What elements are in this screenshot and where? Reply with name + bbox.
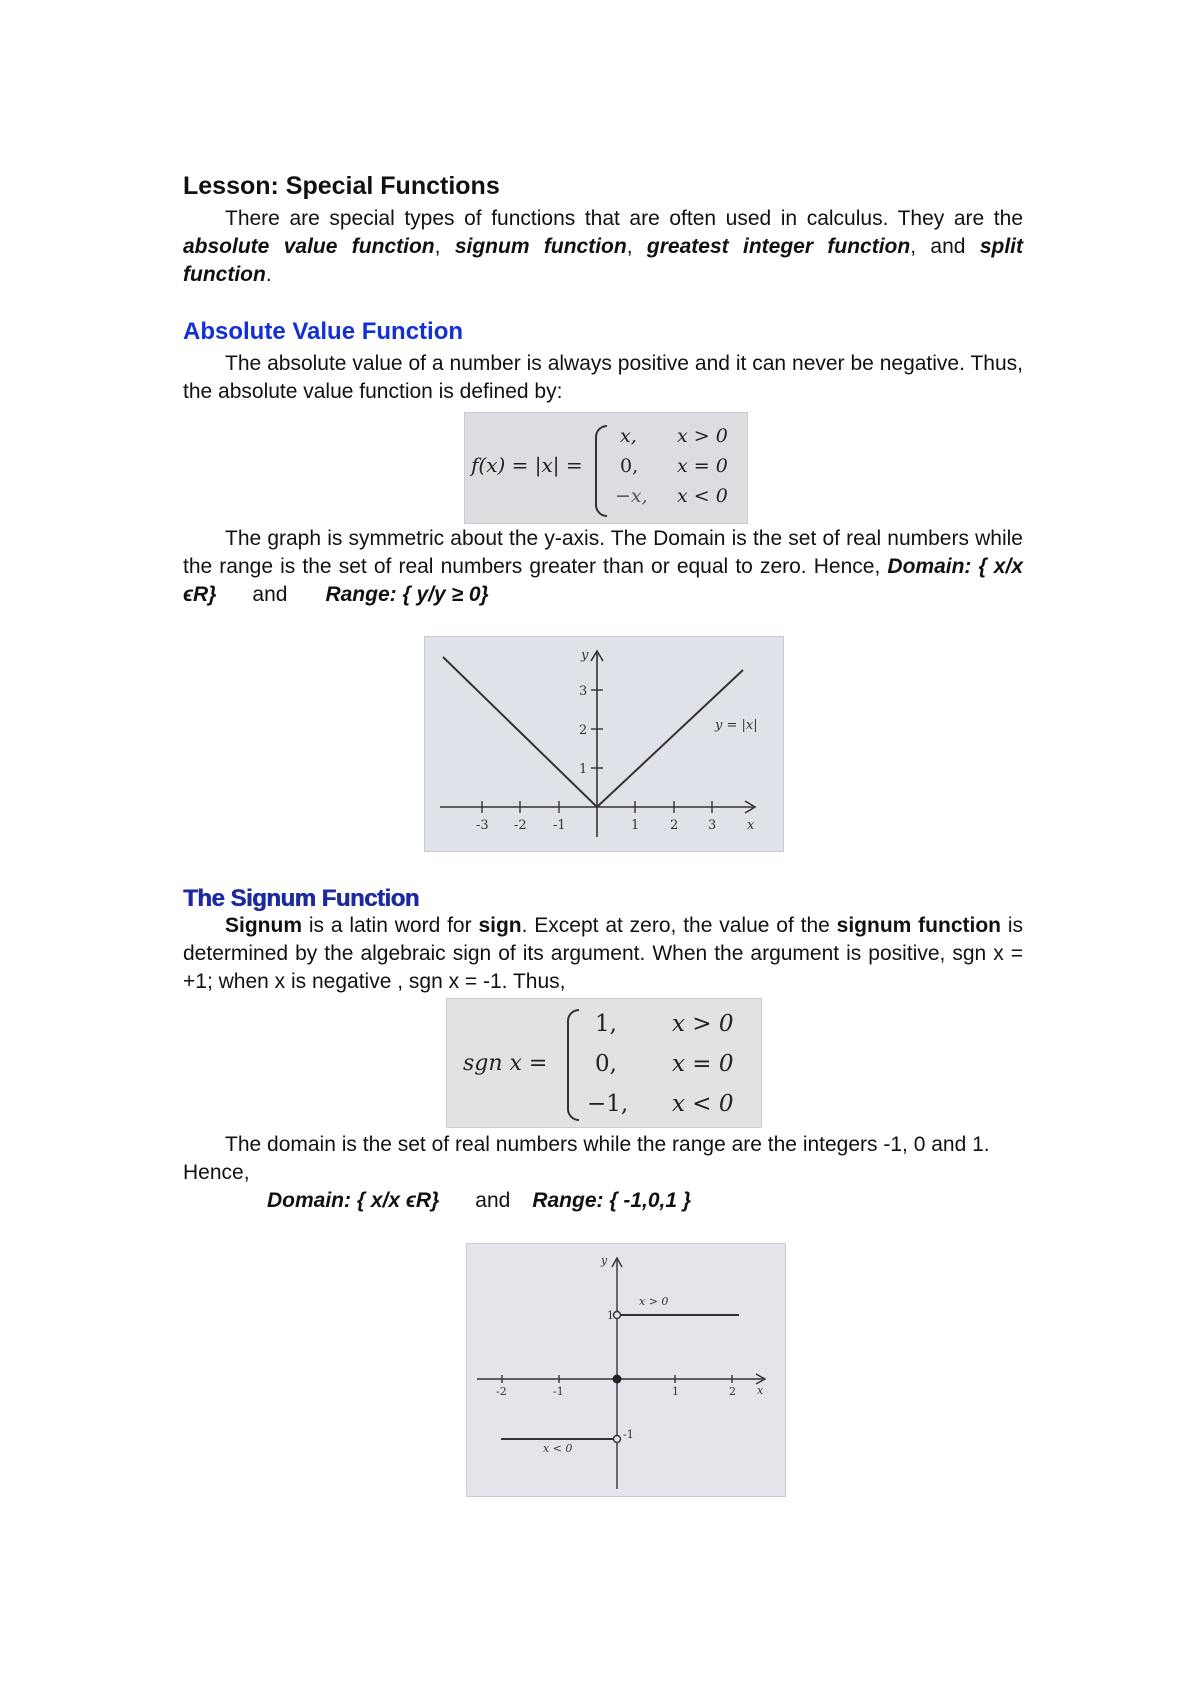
signum-text: is determined by the algebraic sign of its argument. When the argument is positive, sgn x = +1; when x is negative , sgn x = -1. Thus, bbox=[183, 914, 1024, 993]
separator: , bbox=[626, 235, 647, 258]
signum-text: is a latin word for bbox=[302, 914, 479, 937]
absolute-paragraph-2 bbox=[183, 525, 1023, 609]
formula-row-expr: 1, bbox=[595, 1011, 617, 1037]
absolute-paragraph-2-text: The graph is symmetric about the y-axis. The Domain is the set of real numbers while the range is the set of real numbers greater than or equal to zero. Hence, bbox=[183, 527, 1023, 578]
formula-row-cond: x > 0 bbox=[672, 1011, 734, 1037]
brace bbox=[595, 425, 607, 517]
x-tick-label: 1 bbox=[672, 1385, 679, 1398]
x-axis-label: x bbox=[757, 1384, 764, 1397]
x-tick-label: 2 bbox=[729, 1385, 736, 1398]
abs-curve bbox=[443, 657, 743, 807]
brace bbox=[567, 1009, 579, 1121]
x-tick-label: -1 bbox=[553, 1385, 564, 1398]
and-word: and bbox=[252, 583, 288, 606]
term-absolute-value: absolute value function bbox=[183, 235, 435, 258]
formula-row-expr: 0, bbox=[595, 1051, 617, 1077]
x-tick-label: 3 bbox=[708, 818, 717, 833]
x-tick-label: 1 bbox=[631, 818, 640, 833]
curve-label: y = |x| bbox=[715, 718, 758, 733]
y-axis-label: y bbox=[581, 648, 589, 663]
signum-graph-svg bbox=[467, 1244, 785, 1496]
y-tick-label: 1 bbox=[579, 762, 588, 777]
formula-row-cond: x > 0 bbox=[677, 425, 728, 447]
closed-point-origin bbox=[613, 1375, 622, 1384]
absolute-graph-svg bbox=[425, 637, 783, 851]
intro-text: There are special types of functions that are often used in calculus. They are the bbox=[225, 207, 1023, 230]
signum-text: . Except at zero, the value of the bbox=[521, 914, 837, 937]
formula-row-cond: x < 0 bbox=[672, 1091, 734, 1117]
x-tick-label: -2 bbox=[496, 1385, 507, 1398]
absolute-domain: Domain: { x/x ϵR} bbox=[183, 555, 1023, 606]
separator: . bbox=[265, 263, 272, 286]
y-tick-label: 2 bbox=[579, 723, 588, 738]
absolute-range: Range: { y/y ≥ 0} bbox=[325, 583, 489, 606]
term-split-function: split function bbox=[183, 235, 1023, 286]
negative-region-label: x < 0 bbox=[543, 1442, 573, 1455]
signum-function-term: signum function bbox=[836, 914, 1001, 937]
y-tick-label: 3 bbox=[579, 684, 588, 699]
x-tick-label: 2 bbox=[670, 818, 679, 833]
signum-paragraph-2: The domain is the set of real numbers while the range are the integers -1, 0 and 1. Hence, bbox=[183, 1133, 990, 1184]
separator: , and bbox=[910, 235, 980, 258]
x-tick-label: -3 bbox=[476, 818, 489, 833]
signum-term: Signum bbox=[225, 914, 302, 937]
formula-row-expr: −1, bbox=[587, 1091, 629, 1117]
absolute-formula-lhs: f(x) = |x| = bbox=[471, 453, 583, 477]
term-signum: signum function bbox=[454, 235, 627, 258]
signum-heading: The Signum Function bbox=[183, 885, 419, 912]
formula-row-expr: 0, bbox=[620, 455, 639, 477]
absolute-formula-image bbox=[464, 412, 748, 524]
x-tick-label: -1 bbox=[553, 818, 566, 833]
signum-paragraph-1 bbox=[183, 912, 1023, 996]
term-greatest-integer: greatest integer function bbox=[646, 235, 911, 258]
x-tick-label: -2 bbox=[514, 818, 527, 833]
y-tick-label: 1 bbox=[607, 1309, 614, 1322]
formula-row-expr: x, bbox=[620, 425, 637, 447]
y-axis-label: y bbox=[601, 1254, 608, 1267]
open-point-negative bbox=[614, 1436, 621, 1443]
absolute-value-graph bbox=[424, 636, 784, 852]
absolute-paragraph-1: The absolute value of a number is always positive and it can never be negative. Thus, the absolute value function is defined by: bbox=[183, 352, 1023, 403]
formula-row-expr: −x, bbox=[615, 485, 648, 507]
formula-row-cond: x < 0 bbox=[677, 485, 728, 507]
formula-row-cond: x = 0 bbox=[672, 1051, 734, 1077]
and-word: and bbox=[475, 1189, 511, 1212]
lesson-title: Lesson: Special Functions bbox=[183, 172, 500, 200]
y-tick-label: -1 bbox=[623, 1428, 634, 1441]
intro-paragraph bbox=[183, 205, 1023, 289]
positive-region-label: x > 0 bbox=[639, 1295, 669, 1308]
signum-range: Range: { -1,0,1 } bbox=[532, 1189, 692, 1212]
absolute-value-heading: Absolute Value Function bbox=[183, 318, 464, 345]
signum-formula-image bbox=[446, 998, 762, 1128]
signum-domain-range bbox=[267, 1187, 867, 1215]
formula-row-cond: x = 0 bbox=[677, 455, 728, 477]
signum-formula-lhs: sgn x = bbox=[463, 1051, 548, 1076]
x-axis-label: x bbox=[747, 818, 755, 833]
signum-graph bbox=[466, 1243, 786, 1497]
signum-domain: Domain: { x/x ϵR} bbox=[267, 1189, 440, 1212]
open-point-positive bbox=[614, 1312, 621, 1319]
separator: , bbox=[434, 235, 455, 258]
sign-term: sign bbox=[478, 914, 522, 937]
